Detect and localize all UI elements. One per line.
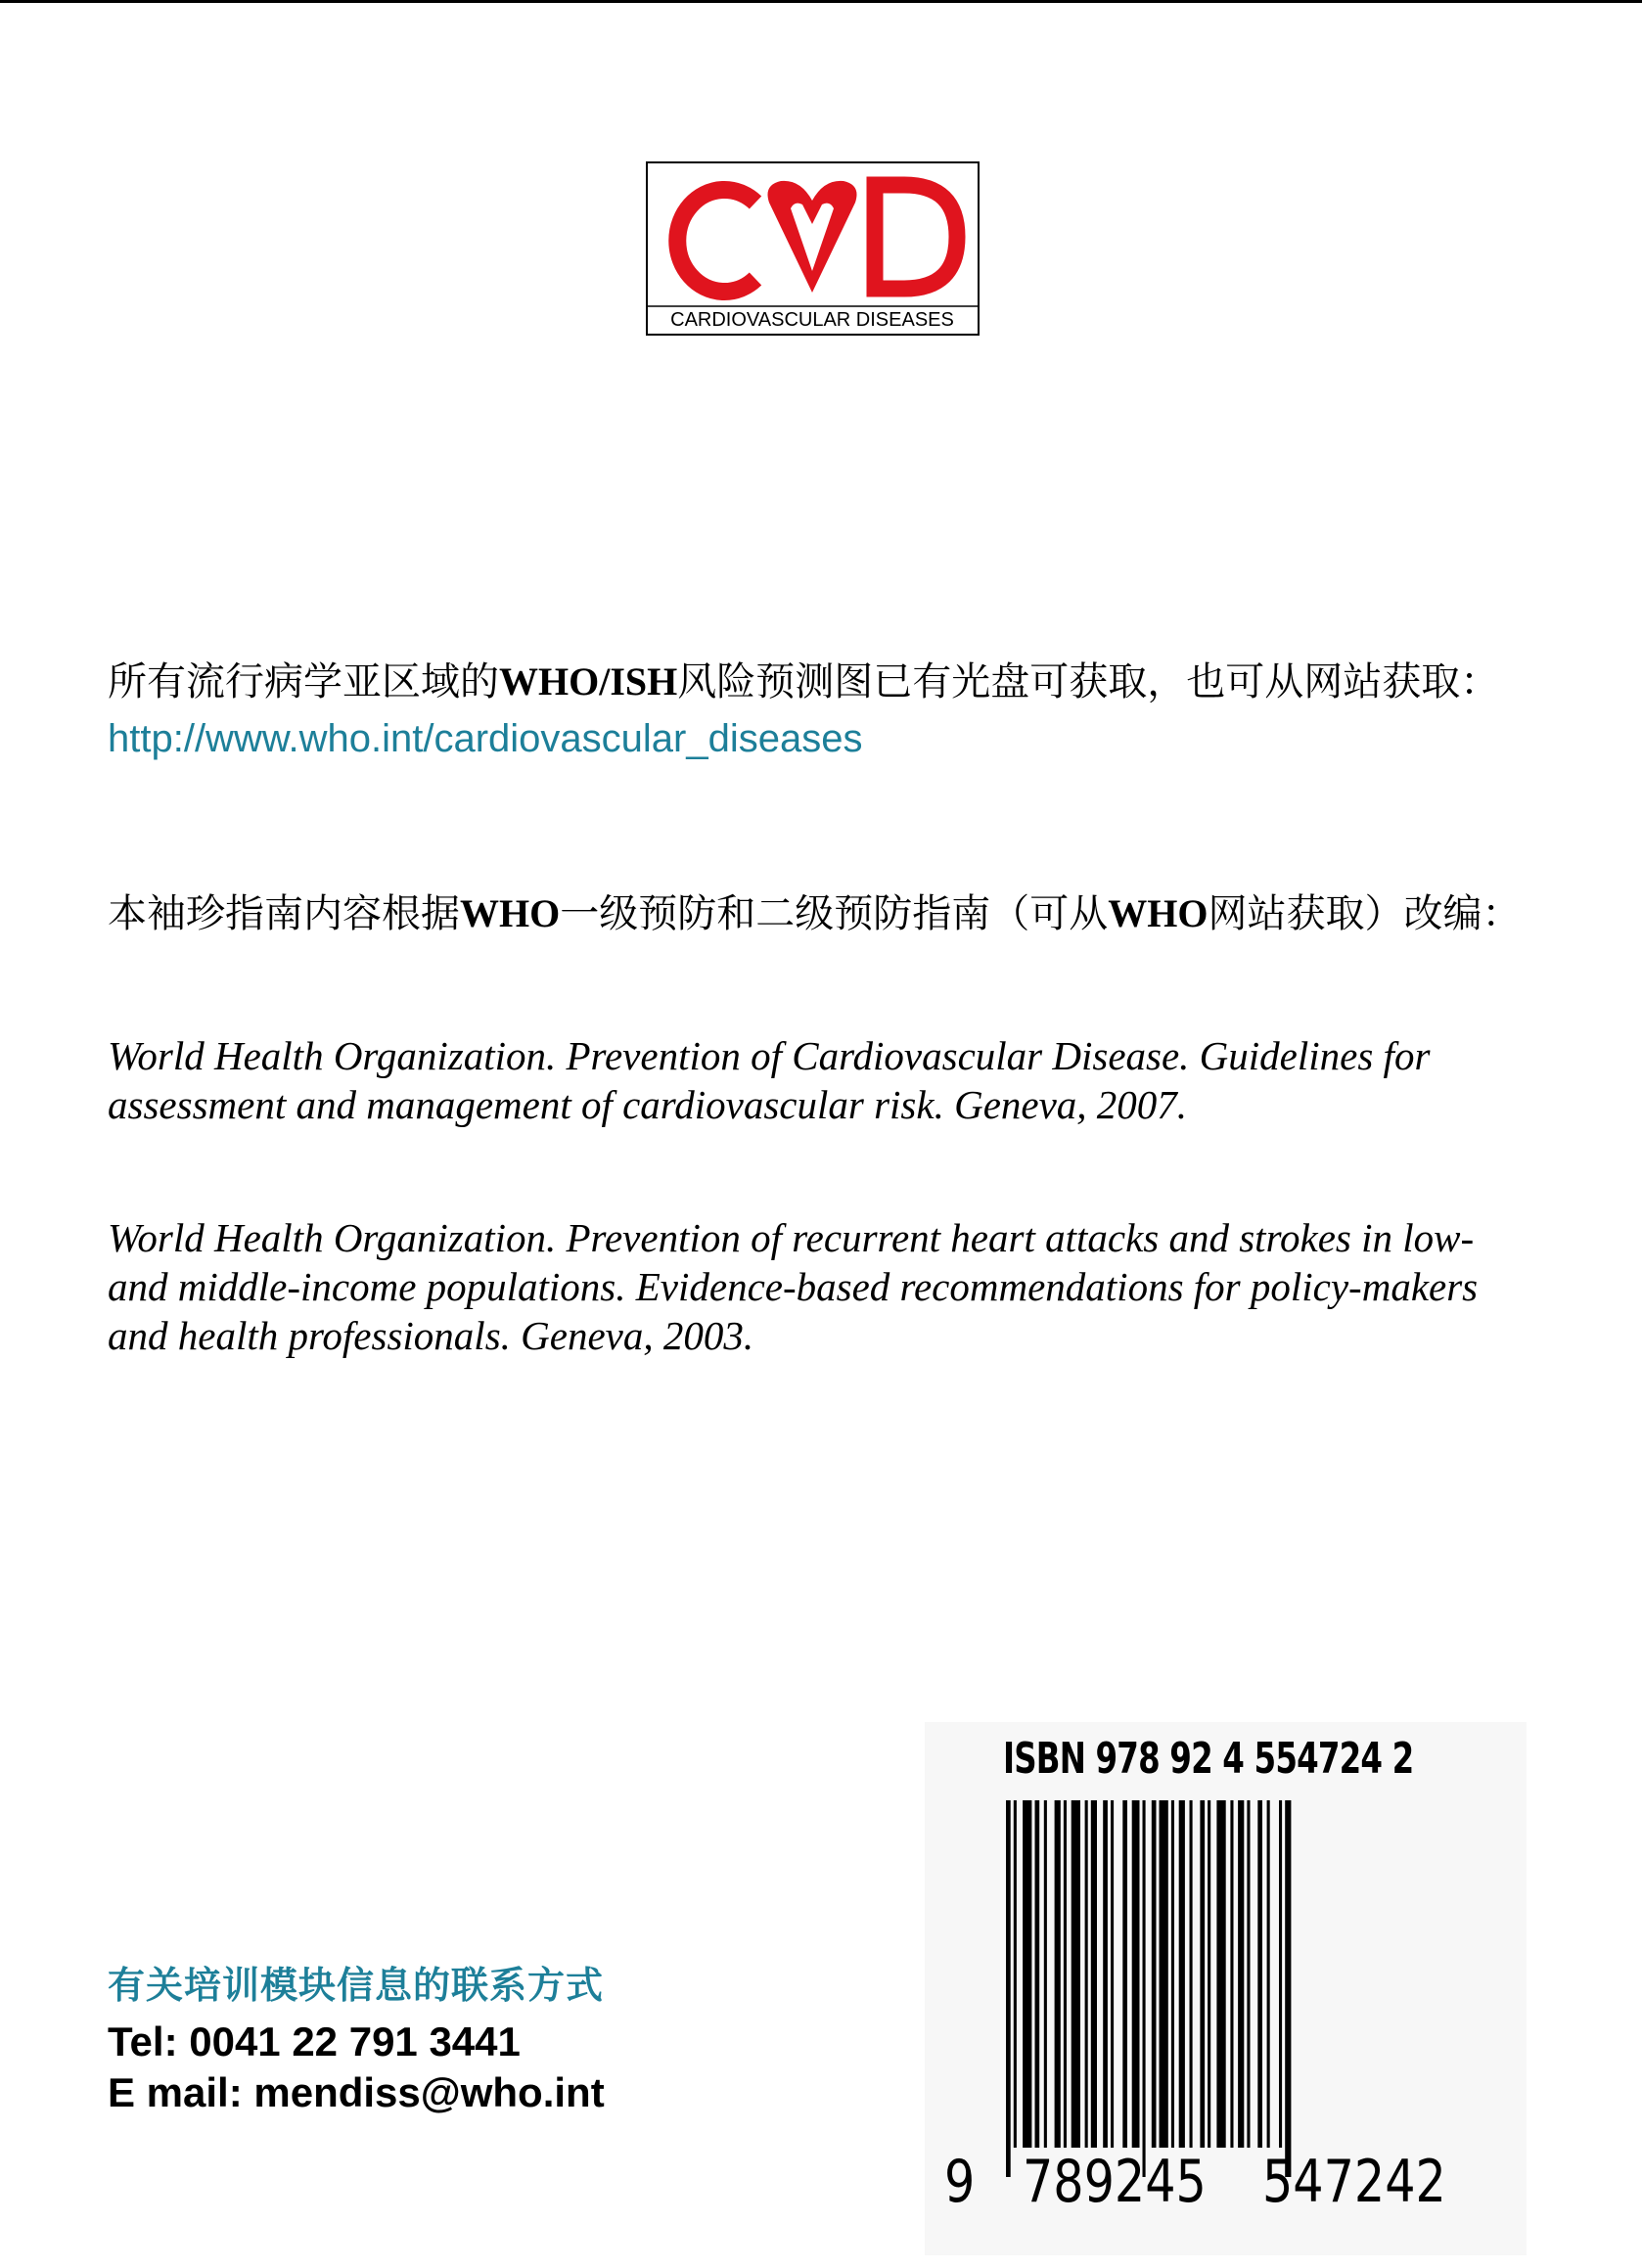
reference-item: World Health Organization. Prevention of recurrent heart attacks and strokes in low- and middle-income populations. Evidence-based recommendations for policy-makers and health professionals. Geneva, 2003. bbox=[108, 1215, 1479, 1358]
availability-suffix: 风险预测图已有光盘可获取，也可从网站获取： bbox=[677, 659, 1500, 704]
barcode-bar bbox=[1190, 1800, 1193, 2148]
barcode-bar bbox=[1014, 1800, 1017, 2148]
barcode-bar bbox=[1023, 1800, 1031, 2148]
barcode-bar bbox=[1285, 1800, 1291, 2177]
barcode-bar bbox=[1091, 1800, 1097, 2148]
contact-tel: Tel: 0041 22 791 3441 bbox=[108, 2019, 521, 2064]
logo-subtitle: CARDIOVASCULAR DISEASES bbox=[670, 309, 954, 331]
barcode-digit-group-right: 547242 bbox=[1262, 2148, 1446, 2216]
barcode-bar bbox=[1072, 1800, 1080, 2148]
barcode-bar bbox=[1171, 1800, 1174, 2148]
barcode-bar bbox=[1208, 1800, 1210, 2148]
cvd-website-link[interactable]: http://www.who.int/cardiovascular_diseases bbox=[108, 717, 863, 760]
cvd-logo bbox=[646, 161, 980, 336]
barcode-bar bbox=[1230, 1800, 1233, 2148]
barcode-bar bbox=[1238, 1800, 1244, 2148]
logo-letter-d bbox=[875, 185, 957, 289]
adaptation-part1: 本袖珍指南内容根据 bbox=[108, 891, 460, 936]
isbn-number: ISBN 978 92 4 554724 2 bbox=[1003, 1734, 1414, 1784]
barcode-bar bbox=[1132, 1800, 1140, 2148]
availability-bold-term: WHO/ISH bbox=[499, 659, 678, 703]
barcode-bar bbox=[1055, 1800, 1061, 2148]
adaptation-part2: 一级预防和二级预防指南（可从 bbox=[560, 891, 1109, 936]
cvd-logo-graphic bbox=[648, 163, 978, 334]
barcode-bar bbox=[1122, 1800, 1127, 2148]
barcode-bar bbox=[1216, 1800, 1225, 2148]
barcode-bar bbox=[1035, 1800, 1040, 2148]
top-rule bbox=[0, 0, 1642, 3]
barcode-bar bbox=[1257, 1800, 1262, 2148]
barcode-bar bbox=[1085, 1800, 1088, 2148]
barcode-bar bbox=[1267, 1800, 1270, 2148]
barcode-bars bbox=[998, 1800, 1487, 2177]
reference-item: World Health Organization. Prevention of Cardiovascular Disease. Guidelines for assessment and management of cardiovascular risk. Geneva, 2007. bbox=[108, 1033, 1431, 1127]
contact-email[interactable]: E mail: mendiss@who.int bbox=[108, 2069, 605, 2115]
barcode-bar bbox=[1200, 1800, 1205, 2148]
adaptation-bold1: WHO bbox=[460, 891, 561, 935]
barcode-bar bbox=[1179, 1800, 1185, 2148]
adaptation-paragraph bbox=[108, 885, 1527, 942]
barcode-bar bbox=[1152, 1800, 1157, 2148]
barcode-bar bbox=[1103, 1800, 1108, 2148]
adaptation-part3: 网站获取）改编： bbox=[1208, 891, 1522, 936]
barcode-bar bbox=[1247, 1800, 1250, 2148]
barcode-bar bbox=[1044, 1800, 1047, 2148]
availability-paragraph bbox=[108, 654, 1527, 767]
barcode-bar bbox=[1006, 1800, 1011, 2177]
barcode-digit-prefix: 9 bbox=[944, 2148, 976, 2216]
barcode-digit-group-left: 789245 bbox=[1023, 2148, 1207, 2216]
barcode-bar bbox=[1143, 1800, 1146, 2177]
barcode-bar bbox=[1279, 1800, 1282, 2148]
barcode-bar bbox=[1160, 1800, 1168, 2148]
availability-prefix: 所有流行病学亚区域的 bbox=[108, 659, 499, 704]
logo-letter-c bbox=[677, 190, 755, 292]
barcode-bar bbox=[1111, 1800, 1114, 2148]
contact-heading: 有关培训模块信息的联系方式 bbox=[108, 1964, 605, 2007]
adaptation-bold2: WHO bbox=[1108, 891, 1209, 935]
barcode-bar bbox=[1064, 1800, 1067, 2148]
isbn-barcode bbox=[925, 1722, 1527, 2255]
